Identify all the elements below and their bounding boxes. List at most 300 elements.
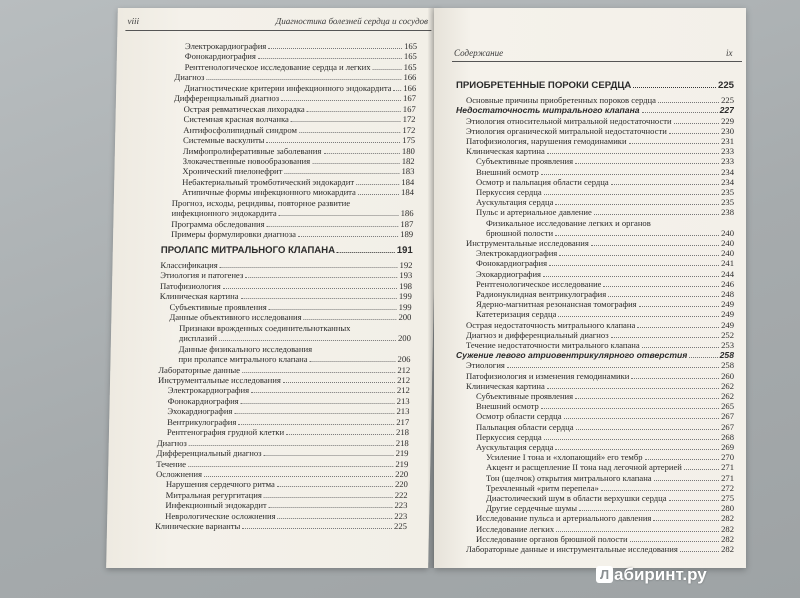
toc-entry-title: Осмотр области сердца <box>476 411 562 422</box>
toc-entry <box>466 381 734 391</box>
toc-entry <box>476 411 734 421</box>
toc-leader-dots <box>245 277 397 278</box>
toc-entry <box>158 375 410 385</box>
toc-entry-page: 193 <box>399 270 413 281</box>
toc-entry-title: Этиология органической митральной недостаточности <box>466 125 667 136</box>
toc-leader-dots <box>556 531 719 532</box>
toc-entry-title: Субъективные проявления <box>169 301 267 312</box>
toc-entry <box>476 279 734 289</box>
toc-entry-title: Тон (щелчок) открытия митрального клапана <box>486 472 652 483</box>
toc-entry-title: Эхокардиография <box>476 268 542 279</box>
toc-entry-title: брюшной полости <box>486 227 554 238</box>
toc-entry <box>456 105 734 115</box>
toc-entry-page: 192 <box>399 260 413 270</box>
toc-entry <box>466 371 734 381</box>
toc-entry <box>466 146 734 156</box>
toc-leader-dots <box>299 132 400 133</box>
toc-entry-title: Ядерно-магнитная резонансная томография <box>476 299 637 310</box>
toc-leader-dots <box>564 418 720 419</box>
toc-entry <box>185 62 417 72</box>
toc-entry <box>476 258 734 268</box>
toc-entry <box>466 544 734 554</box>
toc-entry-page: 187 <box>400 218 414 229</box>
toc-leader-dots <box>204 476 393 477</box>
left-page-number: viii <box>127 16 140 26</box>
toc-leader-dots <box>278 518 393 519</box>
toc-entry <box>466 136 734 146</box>
toc-entry <box>184 104 416 114</box>
toc-entry-page: 180 <box>401 145 415 156</box>
toc-entry <box>167 406 409 416</box>
toc-leader-dots <box>555 235 719 236</box>
toc-entry-page: 240 <box>721 248 734 259</box>
toc-entry-title: Диастолический шум в области верхушки сердца <box>486 493 667 503</box>
toc-leader-dots <box>645 459 720 460</box>
toc-entry-page: 189 <box>400 229 414 240</box>
toc-leader-dots <box>684 469 719 470</box>
toc-entry-title: Течение <box>156 458 187 469</box>
toc-entry-title: Рентгенологическое исследование <box>476 278 602 289</box>
toc-entry-title: Рентгенография грудной клетки <box>166 427 285 438</box>
toc-leader-dots <box>277 486 393 487</box>
toc-entry <box>184 83 416 93</box>
toc-entry-page: 235 <box>721 197 734 208</box>
toc-entry-page: 166 <box>403 72 417 83</box>
toc-entry <box>160 291 412 301</box>
toc-leader-dots <box>547 388 719 389</box>
toc-leader-dots <box>543 276 719 277</box>
toc-leader-dots <box>269 507 393 508</box>
toc-entry <box>182 187 414 197</box>
toc-leader-dots <box>242 372 395 373</box>
toc-entry-page: 219 <box>395 458 409 469</box>
toc-entry-title: Лимфопролиферативные заболевания <box>182 145 322 156</box>
toc-entry-page: 213 <box>396 406 410 417</box>
toc-entry <box>476 401 734 411</box>
toc-leader-dots <box>358 194 399 195</box>
toc-entry-title: Диагноз <box>156 437 187 448</box>
toc-entry-page: 184 <box>401 187 415 198</box>
toc-entry-title: Перкуссия сердца <box>476 187 542 197</box>
toc-entry-page: 217 <box>396 416 410 427</box>
toc-leader-dots <box>223 288 397 289</box>
toc-entry <box>182 177 414 187</box>
toc-entry-title: Дифференциальный диагноз <box>156 448 262 459</box>
toc-leader-dots <box>279 215 399 216</box>
toc-entry-title: Инструментальные исследования <box>466 238 589 248</box>
toc-entry-page: 223 <box>394 510 408 521</box>
toc-entry <box>185 41 417 51</box>
toc-entry <box>486 452 734 462</box>
toc-entry-title: Клиническая картина <box>159 291 239 302</box>
toc-entry-page: 272 <box>721 482 734 493</box>
toc-entry <box>476 513 734 523</box>
toc-entry-page: 165 <box>403 61 417 72</box>
toc-entry-title: Исследование пульса и артериального давления <box>476 513 652 524</box>
toc-entry <box>476 248 734 258</box>
toc-entry <box>486 473 734 483</box>
toc-entry <box>182 166 414 176</box>
toc-entry-page: 241 <box>721 258 734 269</box>
toc-leader-dots <box>337 252 395 253</box>
toc-entry <box>165 511 407 521</box>
toc-entry <box>486 462 734 472</box>
toc-entry-page: 229 <box>721 115 734 126</box>
toc-leader-dots <box>284 173 399 174</box>
toc-entry <box>167 417 409 427</box>
toc-entry <box>476 167 734 177</box>
toc-entry-page: 233 <box>721 156 734 167</box>
toc-entry-page: 200 <box>398 312 412 323</box>
toc-entry <box>476 524 734 534</box>
toc-leader-dots <box>373 69 402 70</box>
toc-entry <box>486 228 734 238</box>
toc-entry-page: 268 <box>721 431 734 442</box>
toc-entry <box>466 360 734 370</box>
toc-entry-page: 280 <box>721 503 734 514</box>
toc-entry <box>476 156 734 166</box>
toc-leader-dots <box>242 528 392 529</box>
toc-entry-title: Патофизиология, нарушения гемодинамики <box>466 136 627 146</box>
toc-entry-page: 218 <box>395 437 409 448</box>
toc-leader-dots <box>594 214 719 215</box>
toc-entry-title: Лабораторные данные и инструментальные исследования <box>466 544 678 554</box>
toc-leader-dots <box>312 163 400 164</box>
toc-entry-title: Электрокардиография <box>184 41 267 51</box>
toc-entry-page: 191 <box>396 244 413 256</box>
toc-entry-page: 206 <box>397 354 411 365</box>
toc-entry-title: Трехчленный «ритм перепела» <box>486 482 599 493</box>
toc-leader-dots <box>220 267 398 268</box>
toc-entry-page: 282 <box>721 544 734 554</box>
toc-entry <box>466 330 734 340</box>
toc-entry-title: Субъективные проявления <box>476 391 574 401</box>
toc-leader-dots <box>653 520 719 521</box>
toc-entry <box>476 289 734 299</box>
toc-entry-page: 262 <box>721 380 734 391</box>
watermark-text: абиринт.ру <box>614 565 707 584</box>
toc-entry-page: 175 <box>402 135 416 146</box>
toc-entry-page: 265 <box>721 401 734 412</box>
toc-entry-page: 225 <box>721 95 734 106</box>
toc-entry-title: Системные васкулиты <box>182 135 265 146</box>
toc-leader-dots <box>189 445 394 446</box>
toc-entry-title: Данные физикального исследования <box>178 343 313 354</box>
toc-entry <box>466 238 734 248</box>
toc-entry-page: 231 <box>721 136 734 146</box>
toc-entry-page: 270 <box>721 452 734 463</box>
toc-entry <box>183 114 415 124</box>
toc-entry-title: Исследование органов брюшной полости <box>476 533 628 544</box>
toc-entry-page: 252 <box>721 329 734 340</box>
toc-leader-dots <box>206 79 401 80</box>
toc-entry-page: 275 <box>721 493 734 503</box>
toc-entry-page: 165 <box>404 41 418 51</box>
right-toc <box>434 8 746 568</box>
toc-entry-page: 198 <box>399 280 413 291</box>
toc-entry <box>174 93 416 103</box>
toc-entry <box>166 479 408 489</box>
toc-entry <box>183 146 415 156</box>
watermark-logo: Л <box>596 566 613 583</box>
toc-leader-dots <box>281 100 401 101</box>
toc-entry-title: Акцент и расщепление II тона над легочной артерией <box>486 462 682 473</box>
toc-entry <box>160 270 412 280</box>
toc-entry-title: Фонокардиография <box>184 51 257 62</box>
toc-entry <box>156 448 408 458</box>
toc-entry-page: 249 <box>721 299 734 310</box>
toc-entry <box>476 442 734 452</box>
toc-entry-page: 184 <box>401 176 415 187</box>
toc-entry-title: Электрокардиография <box>476 248 558 259</box>
toc-entry-page: 167 <box>402 103 416 114</box>
toc-leader-dots <box>507 367 719 368</box>
toc-entry-page: 225 <box>717 80 734 91</box>
toc-entry-page: 244 <box>721 268 734 279</box>
toc-leader-dots <box>219 340 396 341</box>
toc-entry-title: дисплазий <box>178 333 218 344</box>
left-running-title: Диагностика болезней сердца и сосудов <box>275 16 429 26</box>
toc-entry-title: Физикальное исследование легких и органов <box>486 217 651 228</box>
toc-entry-title: Признаки врожденных соединительнотканных <box>179 322 351 333</box>
toc-entry-title: Клинические варианты <box>154 521 241 532</box>
toc-entry <box>183 125 415 135</box>
toc-leader-dots <box>310 361 396 362</box>
toc-entry <box>179 323 411 333</box>
toc-entry-page: 262 <box>721 391 734 401</box>
toc-entry <box>486 218 734 228</box>
toc-entry <box>486 503 734 513</box>
toc-entry-title: Усиление I тона и «хлопающий» его тембр <box>486 452 643 463</box>
toc-entry-title: Перкуссия сердца <box>476 431 542 442</box>
toc-entry-title: Хронический пиелонефрит <box>182 166 283 177</box>
toc-leader-dots <box>544 439 719 440</box>
toc-leader-dots <box>555 449 719 450</box>
toc-entry-title: ПРОЛАПС МИТРАЛЬНОГО КЛАПАНА <box>160 244 336 256</box>
toc-entry-title: Инфекционный эндокардит <box>165 500 267 511</box>
toc-entry-title: Основные причины приобретенных пороков сердца <box>466 95 656 106</box>
toc-entry-page: 248 <box>721 289 734 299</box>
toc-entry <box>185 51 417 61</box>
toc-entry-page: 230 <box>721 125 734 136</box>
toc-entry-page: 183 <box>401 166 415 177</box>
toc-entry-title: Классификация <box>160 260 218 270</box>
toc-entry <box>166 490 408 500</box>
toc-entry-title: Другие сердечные шумы <box>486 503 577 514</box>
toc-entry-title: Осмотр и пальпация области сердца <box>476 176 609 187</box>
toc-entry-page: 235 <box>721 187 734 197</box>
toc-entry <box>476 391 734 401</box>
toc-entry-title: Инструментальные исследования <box>157 374 281 385</box>
toc-leader-dots <box>549 265 719 266</box>
toc-entry-title: Этиология относительной митральной недостаточности <box>466 115 672 126</box>
toc-leader-dots <box>658 102 719 103</box>
toc-leader-dots <box>241 298 397 299</box>
toc-entry <box>476 207 734 217</box>
toc-entry <box>466 340 734 350</box>
toc-leader-dots <box>680 551 719 552</box>
toc-leader-dots <box>268 48 402 49</box>
toc-entry <box>476 299 734 309</box>
toc-entry <box>171 208 413 218</box>
toc-entry <box>168 396 410 406</box>
toc-leader-dots <box>547 153 719 154</box>
toc-entry-page: 269 <box>721 442 734 452</box>
toc-leader-dots <box>307 111 401 112</box>
toc-entry-title: инфекционного эндокардита <box>171 208 277 219</box>
toc-leader-dots <box>654 480 719 481</box>
toc-entry <box>466 95 734 105</box>
toc-entry-page: 199 <box>398 291 412 302</box>
toc-entry-page: 282 <box>721 513 734 524</box>
toc-entry <box>476 269 734 279</box>
toc-entry-page: 182 <box>401 155 415 166</box>
toc-entry-page: 234 <box>721 176 734 187</box>
toc-entry-title: Субъективные проявления <box>476 156 574 167</box>
toc-entry-title: Сужение левого атриовентрикулярного отверстия <box>456 350 688 361</box>
toc-leader-dots <box>611 184 719 185</box>
toc-entry-title: Электрокардиография <box>167 385 250 396</box>
toc-entry <box>160 281 412 291</box>
toc-entry-page: 225 <box>394 521 408 532</box>
toc-entry <box>476 177 734 187</box>
toc-entry-page: 233 <box>721 146 734 157</box>
toc-entry-page: 166 <box>403 82 417 93</box>
toc-leader-dots <box>394 90 402 91</box>
toc-leader-dots <box>238 424 394 425</box>
toc-entry-page: 240 <box>721 227 734 238</box>
toc-leader-dots <box>555 204 719 205</box>
toc-entry-title: Неврологические осложнения <box>165 510 276 521</box>
toc-entry-page: 212 <box>397 374 411 385</box>
toc-leader-dots <box>286 434 394 435</box>
toc-entry-title: Недостаточность митрального клапана <box>456 105 640 116</box>
toc-entry <box>158 365 410 375</box>
toc-entry-page: 253 <box>721 340 734 350</box>
toc-leader-dots <box>669 133 719 134</box>
toc-leader-dots <box>323 153 400 154</box>
toc-entry <box>476 422 734 432</box>
toc-entry-page: 212 <box>396 385 410 396</box>
toc-leader-dots <box>591 245 719 246</box>
toc-entry-page: 249 <box>721 309 734 320</box>
toc-leader-dots <box>559 255 719 256</box>
toc-entry-title: Патофизиология и изменения гемодинамики <box>466 370 630 381</box>
toc-entry <box>183 135 415 145</box>
toc-entry-title: Данные объективного исследования <box>169 312 302 323</box>
toc-entry <box>476 309 734 319</box>
toc-entry-page: 234 <box>721 166 734 177</box>
toc-entry-title: ПРИОБРЕТЕННЫЕ ПОРОКИ СЕРДЦА <box>456 80 632 91</box>
toc-leader-dots <box>267 226 399 227</box>
toc-entry-page: 282 <box>721 533 734 544</box>
toc-entry <box>456 80 734 92</box>
toc-entry-title: Программа обследования <box>171 218 265 229</box>
toc-entry-page: 172 <box>402 124 416 135</box>
toc-leader-dots <box>544 194 719 195</box>
toc-leader-dots <box>630 541 720 542</box>
toc-entry-title: Течение недостаточности митрального клапана <box>466 340 640 350</box>
toc-entry-title: при пролапсе митрального клапана <box>178 354 308 365</box>
toc-entry <box>165 500 407 510</box>
toc-entry-title: Атипичные формы инфекционного миокардита <box>181 187 357 198</box>
toc-entry-page: 213 <box>396 395 410 406</box>
toc-entry <box>167 427 409 437</box>
toc-entry <box>171 229 413 239</box>
toc-entry-page: 200 <box>397 333 412 344</box>
toc-entry-title: Эхокардиография <box>167 406 233 417</box>
toc-leader-dots <box>269 309 397 310</box>
toc-entry <box>476 187 734 197</box>
toc-leader-dots <box>264 497 393 498</box>
toc-leader-dots <box>629 143 720 144</box>
toc-entry <box>161 245 413 257</box>
toc-entry-title: Вентрикулография <box>167 416 237 427</box>
toc-leader-dots <box>611 337 720 338</box>
toc-leader-dots <box>304 319 397 320</box>
toc-leader-dots <box>608 296 719 297</box>
toc-entry-page: 267 <box>721 421 734 432</box>
toc-entry-page: 220 <box>395 469 409 479</box>
toc-leader-dots <box>541 174 719 175</box>
toc-entry-title: Внешний осмотр <box>476 166 539 177</box>
toc-leader-dots <box>541 408 719 409</box>
toc-entry-title: Аускультация сердца <box>476 197 554 208</box>
toc-entry-title: Диагноз и дифференциальный диагноз <box>466 329 609 340</box>
toc-entry-title: Фонокардиография <box>167 395 239 406</box>
toc-entry-page: 240 <box>721 238 734 248</box>
toc-entry-title: Острая недостаточность митрального клапана <box>466 319 636 330</box>
toc-entry <box>169 312 411 322</box>
toc-entry <box>486 493 734 503</box>
toc-entry <box>476 534 734 544</box>
toc-entry-title: Злокачественные новообразования <box>182 155 311 166</box>
toc-leader-dots <box>576 429 720 430</box>
toc-entry-title: Пульс и артериальное давление <box>476 207 592 218</box>
toc-entry <box>178 354 410 364</box>
toc-entry-page: 218 <box>395 427 410 438</box>
toc-entry <box>486 483 734 493</box>
toc-entry-title: Антифосфолипидный синдром <box>183 124 298 135</box>
toc-entry-title: Диагностические критерии инфекционного эндокардита <box>184 82 392 93</box>
toc-entry-page: 223 <box>394 500 408 511</box>
toc-leader-dots <box>575 398 719 399</box>
toc-entry-title: Катетеризация сердца <box>476 309 557 320</box>
toc-entry-title: Рентгенологическое исследование сердца и легких <box>184 61 371 72</box>
toc-entry-page: 271 <box>721 462 734 473</box>
toc-entry-title: Радионуклидная вентрикулография <box>476 289 607 299</box>
toc-leader-dots <box>642 112 718 113</box>
toc-entry <box>466 116 734 126</box>
toc-leader-dots <box>579 510 719 511</box>
toc-entry <box>179 344 411 354</box>
toc-leader-dots <box>298 236 398 237</box>
toc-leader-dots <box>633 87 716 88</box>
toc-entry-page: 220 <box>394 479 408 490</box>
toc-entry <box>476 432 734 442</box>
toc-entry-page: 172 <box>402 114 416 125</box>
toc-entry-page: 227 <box>719 105 734 116</box>
toc-entry-page: 167 <box>402 93 417 104</box>
toc-leader-dots <box>558 316 719 317</box>
toc-entry <box>155 521 407 531</box>
left-page <box>106 8 440 568</box>
toc-entry-title: Патофизиология <box>159 280 221 291</box>
toc-entry-page: 282 <box>721 523 734 534</box>
toc-leader-dots <box>283 382 395 383</box>
toc-entry-page: 258 <box>721 360 734 371</box>
toc-entry-page: 260 <box>721 370 734 381</box>
